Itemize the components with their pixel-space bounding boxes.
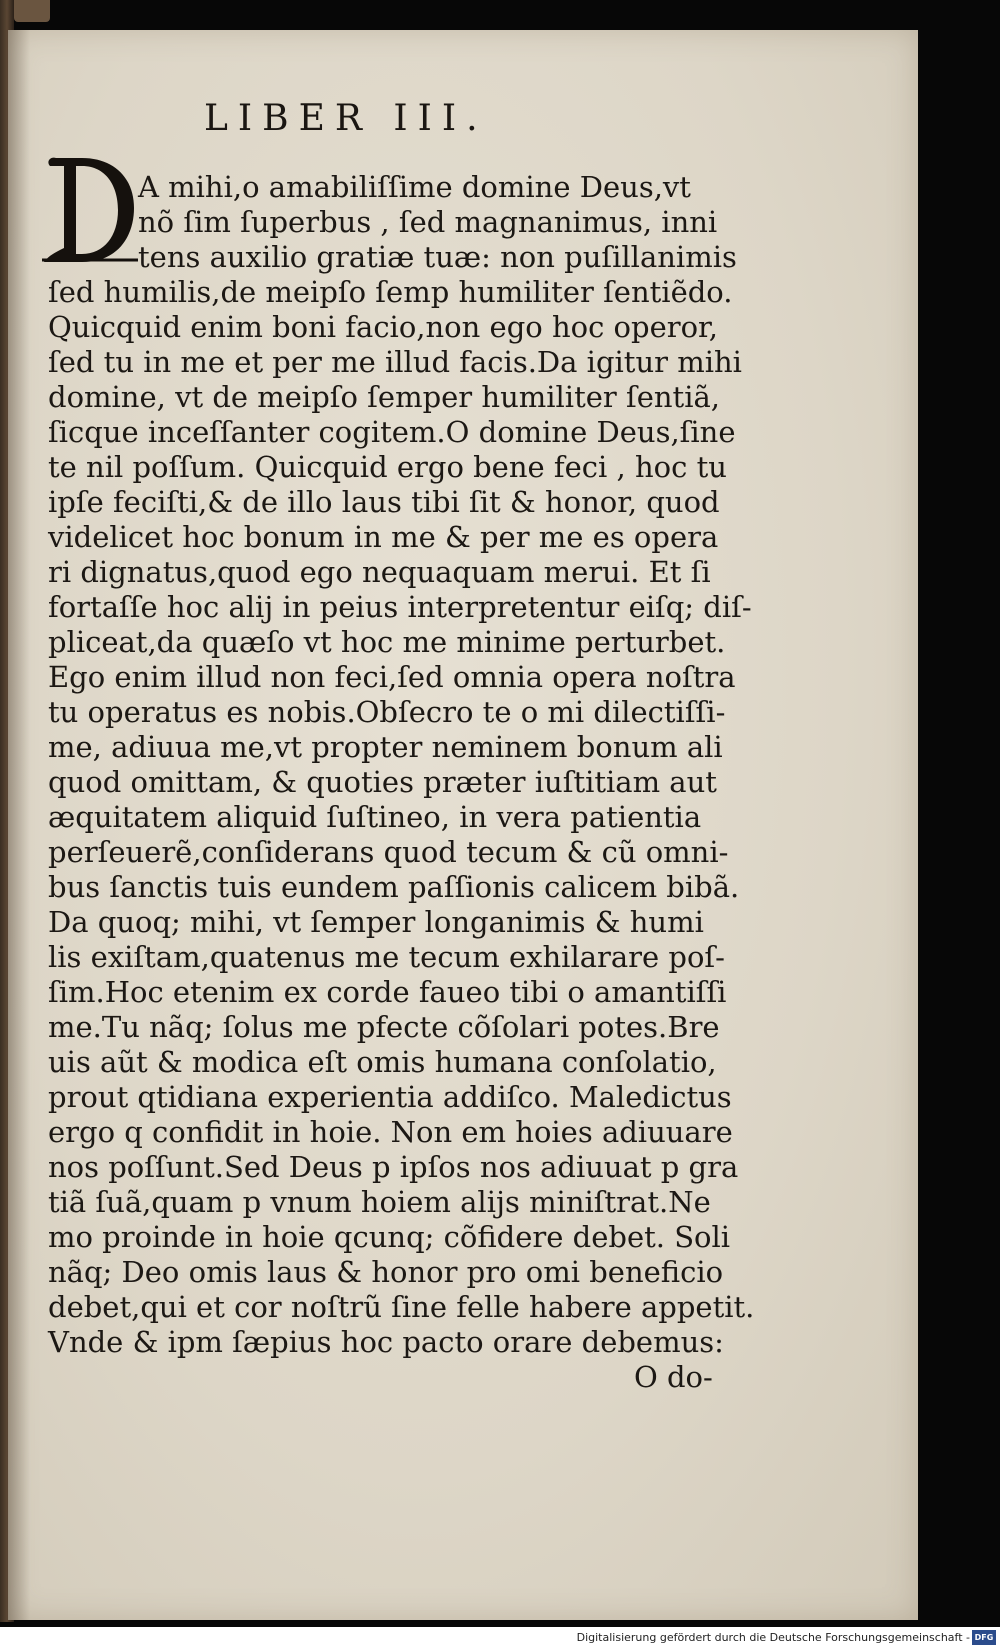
text-line: domine, vt de meipſo ſemper humiliter ſentiã, bbox=[48, 380, 720, 414]
text-line: mo proinde in hoie qcunq; cõfidere debet. Soli bbox=[48, 1220, 731, 1254]
text-line: ſed humilis,de meipſo ſemp humiliter ſentiẽdo. bbox=[48, 275, 733, 309]
text-line: æquitatem aliquid ſuſtineo, in vera patientia bbox=[48, 800, 702, 834]
text-line: debet,qui et cor noſtrũ ſine felle habere appetit. bbox=[48, 1290, 755, 1324]
text-line: bus ſanctis tuis eundem paſſionis calicem bibã. bbox=[48, 870, 740, 904]
text-line: tens auxilio gratiæ tuæ: non puſillanimis bbox=[138, 240, 737, 274]
text-line: ſim.Hoc etenim ex corde faueo tibi o amantiſſi bbox=[48, 975, 727, 1009]
text-line: quod omittam, & quoties præter iuſtitiam aut bbox=[48, 765, 717, 799]
text-line: nos poſſunt.Sed Deus p ipſos nos adiuuat p gra bbox=[48, 1150, 739, 1184]
gutter-shadow bbox=[8, 30, 30, 1620]
text-line: perſeuerẽ,conſiderans quod tecum & cũ omni- bbox=[48, 835, 729, 869]
binding-tab bbox=[14, 0, 50, 22]
text-line: me.Tu nãq; ſolus me pfecte cõſolari potes.Bre bbox=[48, 1010, 720, 1044]
text-line: ergo q confidit in hoie. Non em hoies adiuuare bbox=[48, 1115, 733, 1149]
funding-credit: Digitalisierung gefördert durch die Deutsche Forschungsgemeinschaft - bbox=[576, 1631, 970, 1644]
decorated-initial bbox=[42, 152, 138, 264]
text-line: Ego enim illud non feci,ſed omnia opera noſtra bbox=[48, 660, 736, 694]
text-line: ipſe feciſti,& de illo laus tibi ſit & honor, quod bbox=[48, 485, 720, 519]
text-line: te nil poſſum. Quicquid ergo bene feci , hoc tu bbox=[48, 450, 727, 484]
catchword: O do- bbox=[634, 1360, 713, 1394]
footer-bar bbox=[0, 1627, 1000, 1649]
book-page bbox=[8, 30, 918, 1620]
text-line: uis aũt & modica eſt omis humana conſolatio, bbox=[48, 1045, 717, 1079]
text-line: fortaſſe hoc alij in peius interpretentur eiſq; diſ- bbox=[48, 590, 752, 624]
text-line: Vnde & ipm ſæpius hoc pacto orare debemus: bbox=[48, 1325, 724, 1359]
initial-letter: D bbox=[100, 209, 107, 218]
text-line: ri dignatus,quod ego nequaquam merui. Et ſi bbox=[48, 555, 711, 589]
text-line: A mihi,o amabiliſſime domine Deus,vt bbox=[138, 170, 691, 204]
text-line: Quicquid enim boni facio,non ego hoc operor, bbox=[48, 310, 718, 344]
text-line: nõ ſim ſuperbus , ſed magnanimus, inni bbox=[138, 205, 718, 239]
text-line: prout qtidiana experientia addiſco. Maledictus bbox=[48, 1080, 732, 1114]
text-line: tu operatus es nobis.Obſecro te o mi dilectiſſi- bbox=[48, 695, 726, 729]
text-line: me, adiuua me,vt propter neminem bonum ali bbox=[48, 730, 723, 764]
running-header: LIBER III. bbox=[204, 98, 488, 139]
text-line: tiã ſuã,quam p vnum hoiem alijs miniſtrat.Ne bbox=[48, 1185, 711, 1219]
text-line: ſed tu in me et per me illud facis.Da igitur mihi bbox=[48, 345, 742, 379]
dfg-logo: DFG bbox=[972, 1630, 996, 1645]
text-line: pliceat,da quæſo vt hoc me minime perturbet. bbox=[48, 625, 726, 659]
text-line: nãq; Deo omis laus & honor pro omi beneficio bbox=[48, 1255, 724, 1289]
text-line: Da quoq; mihi, vt ſemper longanimis & humi bbox=[48, 905, 704, 939]
text-line: ſicque inceſſanter cogitem.O domine Deus,ſine bbox=[48, 415, 736, 449]
text-line: videlicet hoc bonum in me & per me es opera bbox=[48, 520, 719, 554]
text-line: lis exiſtam,quatenus me tecum exhilarare poſ- bbox=[48, 940, 725, 974]
